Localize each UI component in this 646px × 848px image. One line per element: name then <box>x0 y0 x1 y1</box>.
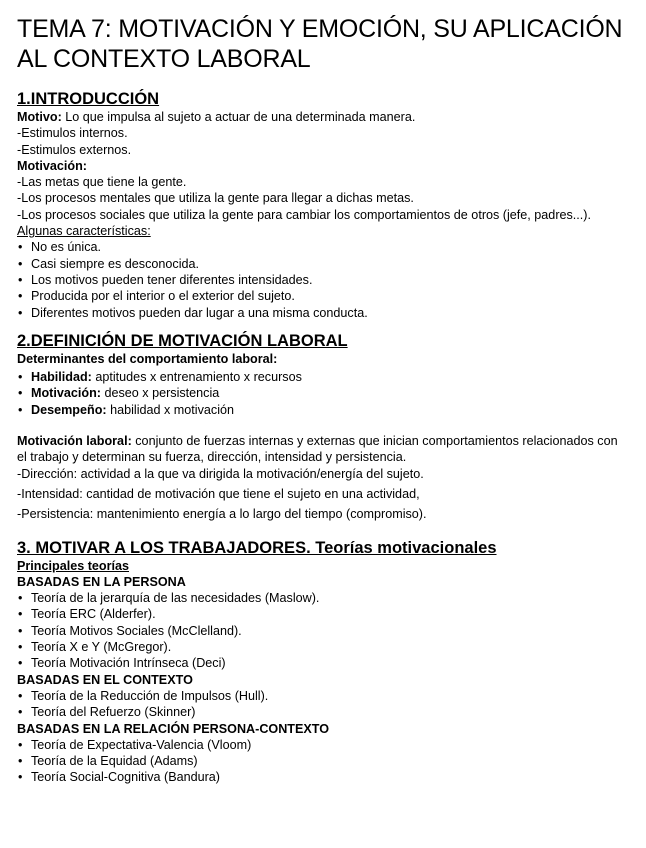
list-item: • Los motivos pueden tener diferentes intensidades. <box>18 272 313 287</box>
principales-teorias-label: Principales teorías <box>17 558 129 573</box>
motivacion-laboral-label: Motivación laboral: <box>17 434 132 449</box>
bullet-icon: • <box>18 623 23 638</box>
bullet-icon: • <box>18 386 23 401</box>
persona-label: BASADAS EN LA PERSONA <box>17 574 186 589</box>
document-title: TEMA 7: MOTIVACIÓN Y EMOCIÓN, SU APLICACIÓN AL CONTEXTO LABORAL <box>17 15 623 73</box>
bullet-icon: • <box>18 737 23 752</box>
bullet-icon: • <box>18 305 23 320</box>
bullet-icon: • <box>18 688 23 703</box>
list-item: • Motivación: deseo x persistencia <box>18 386 220 401</box>
section-2-heading: 2.DEFINICIÓN DE MOTIVACIÓN LABORAL <box>17 331 348 350</box>
bullet-icon: • <box>18 656 23 671</box>
motivo-definition <box>17 109 630 125</box>
motivacion-line: -Las metas que tiene la gente. <box>17 175 187 190</box>
bullet-icon: • <box>18 272 23 287</box>
list-item: • Teoría X e Y (McGregor). <box>18 640 172 655</box>
list-item: • Habilidad: aptitudes x entrenamiento x recursos <box>18 370 302 385</box>
bullet-icon: • <box>18 256 23 271</box>
motivacion-line: -Los procesos mentales que utiliza la gente para llegar a dichas metas. <box>17 191 414 206</box>
motivacion-label: Motivación: <box>17 158 87 173</box>
determinantes-label: Determinantes del comportamiento laboral: <box>17 351 278 366</box>
motivo-line: -Estimulos externos. <box>17 142 132 157</box>
list-item: • Teoría de la Reducción de Impulsos (Hull). <box>18 688 269 703</box>
relacion-label: BASADAS EN LA RELACIÓN PERSONA-CONTEXTO <box>17 721 330 736</box>
list-item: • Casi siempre es desconocida. <box>18 256 199 271</box>
bullet-icon: • <box>18 770 23 785</box>
list-item: • Teoría Motivos Sociales (McClelland). <box>18 623 242 638</box>
contexto-label: BASADAS EN EL CONTEXTO <box>17 672 193 687</box>
bullet-icon: • <box>18 640 23 655</box>
motivo-text: Lo que impulsa al sujeto a actuar de una determinada manera. <box>61 110 416 124</box>
motivacion-laboral-text: conjunto de fuerzas internas y externas que inician comportamientos relacionados con el trabajo y determinan su fuerza, dirección, intensidad y persistencia. <box>17 434 618 465</box>
bullet-icon: • <box>18 754 23 769</box>
list-item: • Producida por el interior o el exterior del sujeto. <box>18 289 295 304</box>
motivo-line: -Estimulos internos. <box>17 126 128 141</box>
list-item: • Teoría Social-Cognitiva (Bandura) <box>18 770 220 785</box>
relacion-list <box>17 737 630 786</box>
bullet-icon: • <box>18 370 23 385</box>
direccion-line: -Dirección: actividad a la que va dirigida la motivación/energía del sujeto. <box>17 466 424 481</box>
intensidad-line: -Intensidad: cantidad de motivación que tiene el sujeto en una actividad, <box>17 486 420 501</box>
list-item: • No es única. <box>18 240 102 255</box>
motivo-label: Motivo: <box>17 110 62 124</box>
motivacion-laboral-definition <box>17 433 630 466</box>
persona-list <box>17 590 630 671</box>
motivacion-line: -Los procesos sociales que utiliza la gente para cambiar los comportamientos de otros (jefe, padres...). <box>17 207 591 222</box>
list-item: • Teoría ERC (Alderfer). <box>18 607 156 622</box>
bullet-icon: • <box>18 705 23 720</box>
bullet-icon: • <box>18 402 23 417</box>
list-item: • Teoría de la jerarquía de las necesidades (Maslow). <box>18 591 320 606</box>
section-3-heading: 3. MOTIVAR A LOS TRABAJADORES. Teorías motivacionales <box>17 538 497 557</box>
list-item: • Teoría de la Equidad (Adams) <box>18 754 198 769</box>
persistencia-line: -Persistencia: mantenimiento energía a lo largo del tiempo (compromiso). <box>17 507 427 522</box>
caracteristicas-list <box>17 239 630 320</box>
list-item: • Desempeño: habilidad x motivación <box>18 402 235 417</box>
list-item: • Teoría de Expectativa-Valencia (Vloom) <box>18 737 252 752</box>
list-item: • Teoría Motivación Intrínseca (Deci) <box>18 656 226 671</box>
bullet-icon: • <box>18 591 23 606</box>
determinantes-list <box>17 369 630 418</box>
bullet-icon: • <box>18 240 23 255</box>
bullet-icon: • <box>18 607 23 622</box>
list-item: • Teoría del Refuerzo (Skinner) <box>18 705 196 720</box>
bullet-icon: • <box>18 289 23 304</box>
caracteristicas-label: Algunas características: <box>17 224 151 239</box>
contexto-list <box>17 688 630 721</box>
list-item: • Diferentes motivos pueden dar lugar a una misma conducta. <box>18 305 368 320</box>
section-1-heading: 1.INTRODUCCIÓN <box>17 90 160 108</box>
